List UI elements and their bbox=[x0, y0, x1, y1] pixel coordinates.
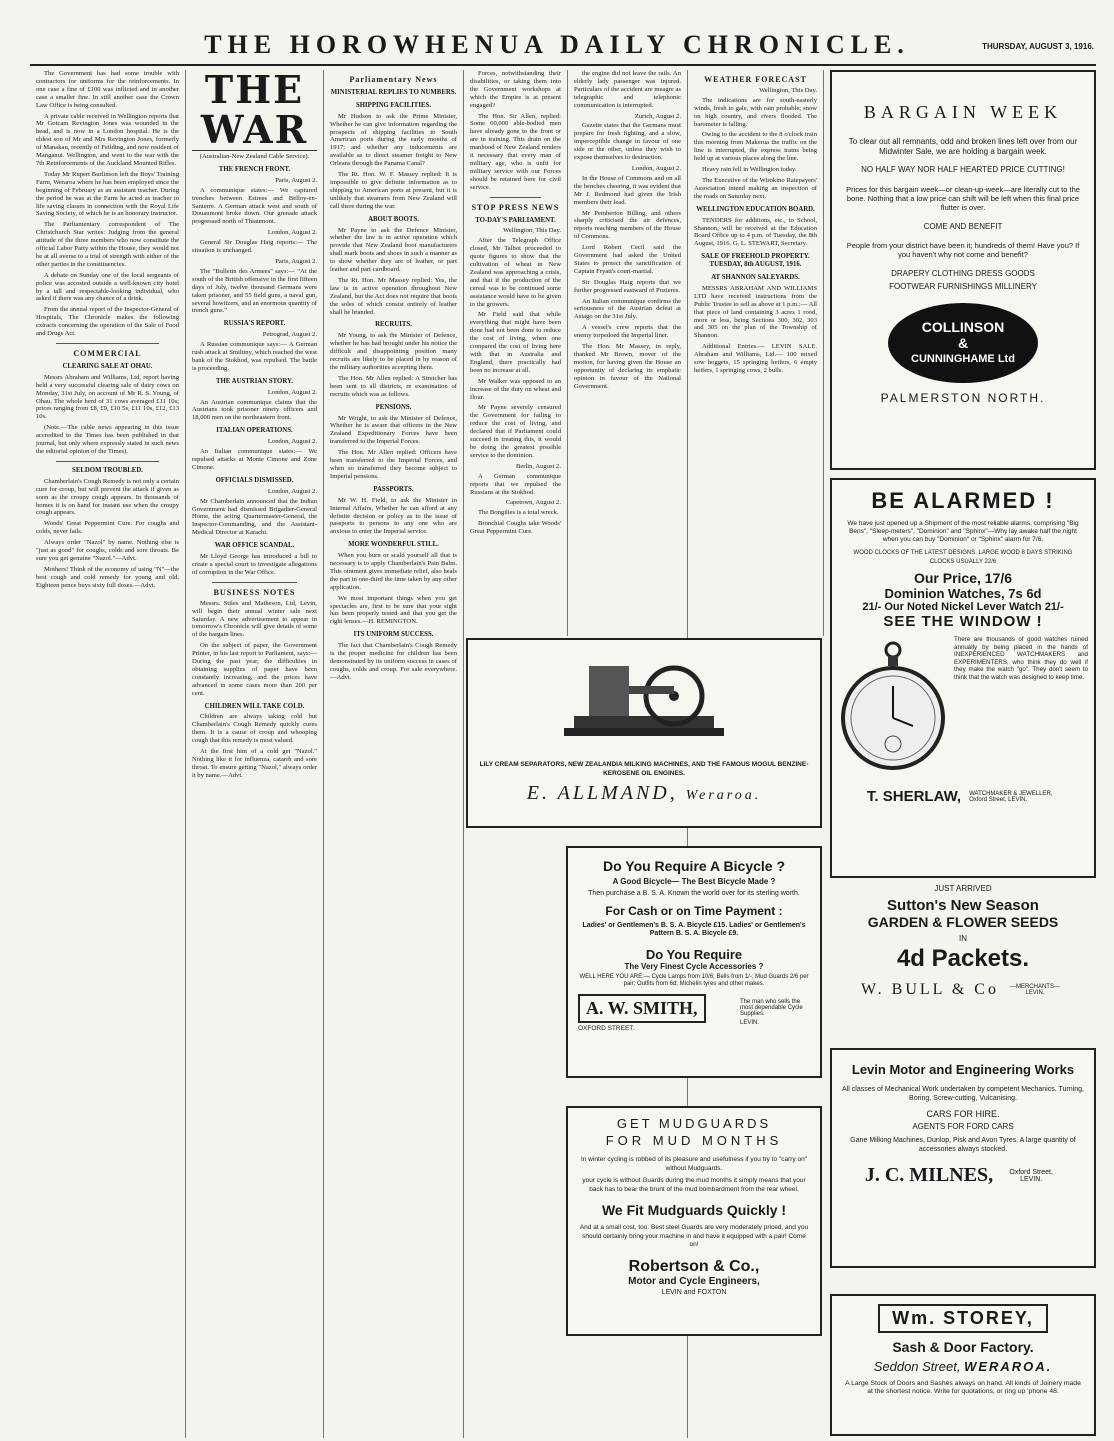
article-text: The Bongilies is a total wreck. bbox=[478, 509, 559, 517]
article-text: We most important things when you get spectacles are, first to be sure that your sight has been properly tested and that you get the right lenses.—H. REMINGTON. bbox=[330, 594, 457, 626]
mudguards-body: In winter cycling is robbed of its pleasure and usefulness if you try to "carry on" without Mudguards. bbox=[580, 1156, 808, 1172]
bicycle-title: Do You Require A Bicycle ? bbox=[602, 858, 786, 874]
motor-merchant: J. C. MILNES, bbox=[864, 1164, 994, 1186]
article-heading: THE AUSTRIAN STORY. bbox=[215, 377, 293, 385]
article-text: The Hon. Mr Allen replied: Officers have been transferred to the Imperial Forces, and when so transferred they become subject to Imperial pensions. bbox=[330, 449, 457, 480]
section-heading: Parliamentary News bbox=[349, 75, 438, 84]
bicycle-terms: For Cash or on Time Payment : bbox=[605, 903, 783, 918]
seeds-merchant: W. BULL & Co bbox=[861, 981, 999, 998]
article-text: A private cable received in Wellington reports that Mr Gotcam Revington Jones was wounded in the head, and is now in a London hospital. He is the eldest son of Mr and Mrs Revington Jones, formerly of Manakau, recently of Feilding, and now resident of Manganui. Wellington, and went to the war with the 7th Reinforcements of the Auckland Mounted Rifles. bbox=[36, 112, 179, 167]
war-headline: THE WAR bbox=[192, 70, 317, 151]
bargain-lead: To clear out all remnants, odd and broken lines left over from our Midwinter Sale, we are holding a bargain week. bbox=[848, 137, 1078, 156]
article-text: The "Bulletin des Armees" says:— "At the south of the British offensive in the first fifteen days of July, twelve thousand Germans were taken prisoner, and 55 field guns, a naval gun, several howitzers, and an enormous quantity of trench guns." bbox=[192, 267, 317, 315]
article-text: Mr Field said that while everything that might have been done had not been done to reduce the cost of living, when one compared the cost of living here with that in Australia and England, there practically had been no increase at all. bbox=[470, 311, 561, 374]
section-heading: STOP PRESS NEWS bbox=[471, 202, 560, 212]
storey-town: WERAROA. bbox=[964, 1359, 1053, 1374]
article-text: In the House of Commons and on all the benches cheering, it was evident that Mr J. Redmond had given the Irish members their lead. bbox=[574, 174, 681, 206]
bicycle-subtitle: A Good Bicycle— The Best Bicycle Made ? bbox=[612, 877, 776, 886]
article-heading: AT SHANNON SALEYARDS. bbox=[711, 274, 800, 282]
divider bbox=[212, 582, 297, 583]
dateline: Zurich, August 2. bbox=[634, 112, 681, 120]
alarm-clocks: WOOD CLOCKS OF THE LATEST DESIGNS. LARGE WOOD 8 DAYS STRIKING CLOCKS USUALLY 22/6 bbox=[853, 550, 1073, 565]
article-text: A debate on Sunday one of the local sergeants of police was accosted outside a well-known city hotel by a tall and respectable-looking individual, who asked if there was any chance of a drink. bbox=[36, 271, 179, 303]
article-text: Messrs Abraham and Williams, Ltd, report having held a very successful clearing sale of dairy cows on Monday, 31st July, on account of Mr R. S. Young, of Ohau. The whole herd of 31 cows averaged £11 10s; prices ranging from £8, £9, £10 5s, £11 10s, £12, £13 10s. bbox=[36, 373, 179, 421]
alarm-trade: WATCHMAKER & JEWELLER, Oxford Street, LEVIN. bbox=[969, 790, 1053, 803]
article-text: Owing to the accident to the 8 o'clock train this morning from Makerua the traffic on the line is interrupted, the express trains being held up at various places along the line. bbox=[694, 131, 817, 163]
article-heading: CHILDREN WILL TAKE COLD. bbox=[204, 702, 305, 710]
article-text: Mr Wright, to ask the Minister of Defence, Whether he is aware that officers in the New Zealand Expeditionary Forces have been transferred to the Imperial Forces. bbox=[330, 414, 457, 446]
article-text: Mothers! Think of the economy of using "N"—the best cough and cold remedy for young and old. Eighteen pence buys sixty full doses.—Advt. bbox=[36, 565, 179, 589]
bargain-people: People from your district have been it; hundreds of them! Have you? If you haven't why not come and benefit? bbox=[846, 240, 1080, 259]
mudguards-merchant: Robertson & Co., bbox=[628, 1257, 760, 1275]
seeds-title-1: Sutton's New Season bbox=[887, 897, 1039, 914]
storey-ad bbox=[830, 1294, 1096, 1436]
logo-line-2: & bbox=[957, 334, 969, 351]
issue-date: THURSDAY, AUGUST 3, 1916. bbox=[982, 42, 1094, 51]
bargain-town: PALMERSTON NORTH. bbox=[880, 390, 1046, 405]
motor-works-ad bbox=[830, 1048, 1096, 1268]
article-text: At the first hint of a cold get "Nazol." Nothing like it for influenza, catarrh and sore throat. To ensure getting "Nazol," always order it by name.—Advt. bbox=[192, 748, 317, 779]
alarm-body: We have just opened up a Shipment of the most reliable alarms, comprising "Big Bens", "Sleep-meters", "Dominion" and "Sphinx"—Why lay awake half the night when you can buy "Dominion" or "Sphinx" alarm for 7/6. bbox=[847, 520, 1079, 543]
article-text: MESSRS ABRAHAM AND WILLIAMS LTD have received instructions from the Public Trustee to sell as above at 1 p.m.:— All that piece of land containing 3 acres 1 rood, more or less, being Sections 300, 302, 303 and 305 on the plan of the Township of Shannon. bbox=[694, 284, 817, 340]
article-heading: ABOUT BOOTS. bbox=[368, 215, 419, 223]
bargain-line: NO HALF WAY NOR HALF HEARTED PRICE CUTTING! bbox=[861, 165, 1065, 174]
article-text: The Rt. Hon. Mr Massey replied: Yes, the law is in active operation throughout New Zealand, but the Act does not require that boots the soles of which consist entirely of leather shall be branded. bbox=[330, 276, 457, 316]
dateline: Berlin, August 2. bbox=[515, 462, 561, 470]
article-text: An Italian communique states:— We repulsed attacks at Monte Cimone and Zone Cimone. bbox=[192, 448, 317, 471]
article-text: On the subject of paper, the Government Printer, in his last report to Parliament, says:—During the past year, the difficulties in obtaining supplies of paper have been constantly increasing, and the prices have advanced in some cases more than 200 per cent. bbox=[192, 642, 317, 697]
article-heading: RECRUITS. bbox=[375, 321, 412, 329]
engine-illustration bbox=[544, 646, 744, 756]
article-heading: PASSPORTS. bbox=[373, 485, 414, 493]
column-1 bbox=[30, 70, 186, 1438]
masthead bbox=[0, 0, 1114, 66]
storey-title: Sash & Door Factory. bbox=[892, 1339, 1034, 1355]
mudguards-title-1: GET MUDGUARDS bbox=[616, 1116, 772, 1131]
article-text: Sir Douglas Haig reports that we further progressed eastward of Pozieres. bbox=[574, 278, 681, 294]
alarm-title: BE ALARMED ! bbox=[871, 488, 1055, 513]
article-heading: CLEARING SALE AT OHAU. bbox=[62, 362, 153, 370]
bicycle-ad bbox=[566, 846, 822, 1078]
article-text: Lord Robert Cecil said the Government had asked the United States to protect the sanctification of Captain Fryatt's court-martial. bbox=[574, 244, 681, 275]
bargain-week-ad bbox=[830, 70, 1096, 470]
divider bbox=[490, 197, 541, 198]
article-text: From the annual report of the Inspector-General of Hospitals, The Chronicle makes the following extracts concerning the operation of the Sale of Food and Drugs Act. bbox=[36, 306, 179, 338]
article-heading: ITS UNIFORM SUCCESS. bbox=[353, 631, 434, 639]
motor-title: Levin Motor and Engineering Works bbox=[851, 1062, 1075, 1077]
article-text: Forces, notwithstanding their disabilities, or taking them into the Government workshops at which the Empire is at present engaged? bbox=[470, 70, 561, 109]
mudguards-ad bbox=[566, 1106, 822, 1336]
storey-street: Seddon Street, bbox=[873, 1359, 961, 1374]
logo-line-1: COLLINSON bbox=[921, 318, 1005, 335]
accessories-subtitle: The Very Finest Cycle Accessories ? bbox=[624, 961, 764, 971]
separator-town: Weraroa. bbox=[685, 788, 762, 803]
collinson-logo bbox=[888, 303, 1038, 383]
motor-cars: CARS FOR HIRE. bbox=[926, 1109, 1000, 1119]
newspaper-title: THE HOROWHENUA DAILY CHRONICLE. bbox=[204, 30, 910, 59]
motor-body: All classes of Mechanical Work undertaken by competent Mechanics. Turning, Boring, Screw-cutting, Vulcanising. bbox=[842, 1086, 1084, 1102]
dateline: Paris, August 2. bbox=[275, 257, 317, 265]
article-text: After the Telegraph Office closed, Mr Talbot proceeded to quote figures to show that the cultivation of wheat in New Zealand was approaching a crisis, and that if the production of the cereal was to be continued some assistance would have to be given to the growers. bbox=[470, 237, 561, 308]
dateline: London, August 2. bbox=[267, 487, 317, 495]
section-heading: COMMERCIAL bbox=[73, 349, 142, 358]
separator-caption: LILY CREAM SEPARATORS, NEW ZEALANDIA MILKING MACHINES, AND THE FAMOUS MOGUL BENZINE-KEROSENE OIL ENGINES. bbox=[479, 761, 809, 777]
masthead-rule bbox=[30, 64, 1096, 66]
storey-body: A Large Stock of Doors and Sashes always on hand. All kinds of Joinery made at the shortest notice. Write for quotations, or ring up 'phone 48. bbox=[845, 1380, 1081, 1395]
alarm-price: Our Price, 17/6 bbox=[913, 570, 1013, 586]
article-text: A communique states:— We captured trenches between Estrees and Belloy-en-Santerre. A German attack west and south of Douaumont broke down. Our grenade attack progressed north of Thiaumont. bbox=[192, 186, 317, 226]
bicycle-prices: Ladies' or Gentlemen's B. S. A. Bicycle £15. Ladies' or Gentlemen's Pattern B. S. A. Bicycle £9. bbox=[582, 921, 806, 937]
logo-line-3: CUNNINGHAME Ltd bbox=[911, 352, 1015, 365]
article-heading: SALE OF FREEHOLD PROPERTY. TUESDAY, 8th AUGUST, 1916. bbox=[701, 253, 810, 269]
dateline: London, August 2. bbox=[631, 164, 681, 172]
seeds-title-2: GARDEN & FLOWER SEEDS bbox=[867, 914, 1059, 930]
dateline: London, August 2. bbox=[267, 229, 317, 237]
article-heading: TO-DAY'S PARLIAMENT. bbox=[475, 216, 556, 224]
dateline: Petrograd, August 2. bbox=[262, 331, 317, 339]
accessories-town: LEVIN. bbox=[740, 1020, 760, 1026]
article-text: A vessel's crew reports that the enemy torpedoed the Imperial liner. bbox=[574, 324, 681, 340]
alarm-merchant: T. SHERLAW, bbox=[866, 788, 962, 805]
article-text: General Sir Douglas Haig reports:— The situation is unchanged. bbox=[192, 239, 317, 255]
article-text: Bronchial Coughs take Woods' Great Peppermint Cure. bbox=[470, 520, 561, 536]
article-text: An Italian communique confirms the seriousness of the Austrian defeat at Asiago on the 31st July. bbox=[574, 297, 681, 321]
article-text: A Russian communique says:— A German rush attack at Smiltiny, which reached the west bank of the Stokhod, was repulsed. The battle is proceeding. bbox=[192, 341, 317, 372]
bargain-body: Prices for this bargain week—or clean-up-week—are literally cut to the bone. Nothing that a low price can shift will be left when this final price flutter is over. bbox=[846, 184, 1080, 212]
article-text: An Austrian communique claims that the Austrians took prisoner ninety officers and 18,000 men on the northeastern front. bbox=[192, 398, 317, 422]
ads-column bbox=[826, 70, 1100, 1438]
accessories-street: OXFORD STREET. bbox=[578, 1024, 635, 1032]
seeds-packets: 4d Packets. bbox=[896, 945, 1030, 972]
article-text: Mr Chamberlain announced that the Indian Government had dismissed Brigadier-General Home, the acting Quartermaster-General, the Inspector-Commanding, and the Assistant-Medical Director at Karachi. bbox=[192, 497, 317, 537]
article-text: the engine did not leave the rails. An elderly lady passenger was injured. Particulars of the accident are meagre as telegraphic and telephonic communication is interrupted. bbox=[574, 70, 681, 109]
alarm-dominion: Dominion Watches, 7s 6d bbox=[884, 586, 1042, 601]
article-text: TENDERS for additions, etc., to School, Shannon, will be received at the Education Board Office up to 4 p.m. of Tuesday, the 8th August, 1916. G. L. STEWART, Secretary. bbox=[694, 216, 817, 248]
article-text: When you burn or scald yourself all that is necessary is to apply Chamberlain's Pain Balm. This ointment gives immediate relief, also heals the part in one-third the time taken by any other application. bbox=[330, 552, 457, 591]
article-text: Today Mr Rupert Burlinson left the Boys' Training Farm, Weraroa where he has been employed since the beginning of February as an assistant teacher. During the period he was at the Farm he acted as teacher to life saving classes in connection with the Royal Life Saving Society, of which he is an honorary instructor. bbox=[36, 170, 179, 218]
article-text: The Parliamentary correspondent of The Christchurch Star writes: Judging from the general attitude of the three members who now constitute the official Labor Party within the House, they would not be at all averse to a trial of strength with either of the other parties in the constituencies. bbox=[36, 221, 179, 268]
accessories-note: The man who sells the most dependable Cycle Supplies. bbox=[740, 999, 803, 1017]
dateline: London, August 2. bbox=[267, 388, 317, 396]
article-heading: WAR OFFICE SCANDAL. bbox=[214, 542, 295, 550]
bargain-goods-2: FOOTWEAR FURNISHINGS MILLINERY bbox=[889, 281, 1037, 291]
alarm-text: There are thousands of good watches ruined annually by being placed in the hands of INEXPERIENCED WATCHMAKERS and EXPERIMENTERS, who think they do well if they make the watch "go". They don't seem to think that the watch was designed to keep time. bbox=[954, 636, 1088, 681]
article-heading: WELLINGTON EDUCATION BOARD. bbox=[696, 205, 815, 213]
dateline: Wellington, This Day. bbox=[503, 227, 561, 235]
mudguards-title-2: FOR MUD MONTHS bbox=[605, 1133, 783, 1148]
mudguards-headline: We Fit Mudguards Quickly ! bbox=[601, 1202, 787, 1218]
article-text: Woods' Great Peppermint Cure. For coughs and colds, never fails. bbox=[36, 520, 179, 536]
separator-merchant: E. ALLMAND, bbox=[526, 782, 678, 804]
article-text: Mr Payne to ask the Defence Minister, whether the law is in active operation which provide that New Zealand boot manufacturers shall mark boots and shoes in such a manner as to show whether they are of leather, or part leather and part cardboard. bbox=[330, 226, 457, 274]
divider bbox=[56, 343, 159, 344]
mudguards-towns: LEVIN and FOXTON bbox=[661, 1288, 727, 1296]
motor-street: Oxford Street, LEVIN. bbox=[1009, 1168, 1053, 1183]
dateline: Wellington, This Day. bbox=[759, 86, 817, 94]
mudguards-body-2: your cycle is without Guards during the mud months it simply means that your back has to bear the brunt of the mud bombardment from the rear wheel. bbox=[582, 1177, 806, 1193]
pocket-watch-icon bbox=[838, 636, 948, 786]
alarm-ad bbox=[830, 478, 1096, 878]
article-text: The Rt. Hon. W. F. Massey replied: It is impossible to give definite information as to shipping to American ports at present, but it is unlikely that steamers from New Zealand will call there during the war. bbox=[330, 171, 457, 210]
cable-credit: (Australian-New Zealand Cable Service). bbox=[199, 153, 310, 160]
article-text: The Executive of the Wirokino Ratepayers' Association intend making an inspection of the roads on Saturday next. bbox=[694, 176, 817, 200]
article-text: Always order "Nazol" by name. Nothing else is "just as good" for coughs, colds and sore throats. Be sure you get genuine "Nazol."—Advt. bbox=[36, 539, 179, 562]
article-heading: MINISTERIAL REPLIES TO NUMBERS. bbox=[330, 88, 457, 96]
article-text: The indications are for south-easterly winds, fresh to gale, with rain probable; snow on high country, and rivers flooded. The barometer is falling. bbox=[694, 96, 817, 128]
section-heading: BUSINESS NOTES bbox=[213, 587, 296, 597]
article-heading: OFFICIALS DISMISSED. bbox=[215, 476, 294, 484]
mudguards-trade: Motor and Cycle Engineers, bbox=[628, 1275, 760, 1287]
article-text: The Hon. Mr Massey, in reply, thanked Mr Brown, mover of the motion, for having given the House an opportunity of declaring its emphatic opinion in favour of the National Government. bbox=[574, 343, 681, 390]
article-text: A German communique reports that we repulsed the Russians at the Stokhod. bbox=[470, 472, 561, 496]
alarm-lever: 21/- Our Noted Nickel Lever Watch 21/- bbox=[862, 601, 1064, 613]
article-heading: THE FRENCH FRONT. bbox=[218, 165, 291, 173]
bargain-come: COME AND BENEFIT bbox=[923, 221, 1003, 231]
article-heading: RUSSIA'S REPORT. bbox=[223, 320, 286, 328]
article-text: Mr Young, to ask the Minister of Defence, whether he has had brought under his notice the difficult and disappointing position many recruits are likely to be placed in by reason of the military authorities accepting them. bbox=[330, 332, 457, 371]
article-text: Additional Entries.— LEVIN SALE. Abraham and Williams, Ltd.— 100 mixed sow hoggets, 15 springing heifers, 6 empty heifers, 1 springing cows, 2 bulls. bbox=[694, 343, 817, 374]
article-text: Messrs. Stiles and Matheson, Ltd, Levin, will begin their annual winter sale next Saturday. A new advertisement to appear in tomorrow's Chronicle will give details of some of the bargain lines. bbox=[192, 599, 317, 639]
article-text: Mr Payne severely censured the Government for failing to reduce the cost of living, and declared that if Parliament could succeed in treating this, it would be doing the greatest possible service to the dominion. bbox=[470, 404, 561, 459]
accessories-merchant: A. W. SMITH, bbox=[578, 994, 706, 1023]
divider bbox=[56, 461, 159, 462]
seeds-in: IN bbox=[959, 934, 967, 943]
column-2 bbox=[186, 70, 324, 1438]
motor-parts: Gane Milking Machines, Dunlop, Pisk and Avon Tyres. A large quantity of accessories always stocked. bbox=[850, 1137, 1076, 1153]
alarm-see: SEE THE WINDOW ! bbox=[883, 613, 1043, 630]
seeds-trade: —MERCHANTS— LEVIN. bbox=[1009, 984, 1060, 996]
article-text: Mr W. H. Field, to ask the Minister in Internal Affairs, Whether he can afford at any definite decision or policy as to the issue of passports to persons to any one who are anxious to enter the Imperial service. bbox=[330, 496, 457, 536]
motor-agents: AGENTS FOR FORD CARS bbox=[912, 1122, 1014, 1131]
separator-ad bbox=[466, 638, 822, 828]
article-text: Children are always taking cold but Chamberlain's Cough Remedy quickly cures them. It is a cause of croup and whooping cough that this remedy is most valued. bbox=[192, 713, 317, 745]
dateline: Paris, August 2. bbox=[275, 176, 317, 184]
storey-name: Wm. STOREY, bbox=[878, 1304, 1048, 1333]
article-text: Gazette states that the Germans must prepare for fresh fighting, and a slow, imperceptible change in favour of one side or the other, unless they wish to expose themselves to destruction. bbox=[574, 122, 681, 162]
column-3 bbox=[324, 70, 464, 1438]
article-text: (Note.—The cable news appearing in this issue accredited to the Times has been published in that journal, but only where expressly stated in such news the editorial opinion of the Times). bbox=[36, 424, 179, 455]
accessories-title: Do You Require bbox=[645, 946, 743, 962]
article-heading: MORE WONDERFUL STILL. bbox=[348, 541, 439, 549]
article-heading: SHIPPING FACILITIES. bbox=[355, 101, 432, 109]
article-text: Mr Walker was opposed to an increase of the duty on wheat and flour. bbox=[470, 377, 561, 401]
dateline: London, August 2. bbox=[267, 438, 317, 446]
article-text: Chamberlain's Cough Remedy is not only a certain cure for croup, but will prevent the attack if given as soon as the croupy cough appears. In thousands of homes it is on hand for instant use when the croupy cough appears. bbox=[36, 477, 179, 517]
article-text: Mr Hudson to ask the Prime Minister, Whether he can give information regarding the prospects of shipping facilities to South American ports during the early months of 1917; and whether any inducements are available as to direct steamer freight to New Orleans through the Panama Canal? bbox=[330, 112, 457, 168]
article-text: Heavy rain fell in Wellington today. bbox=[702, 166, 797, 174]
article-text: Mr Lloyd George has introduced a bill to create a special court to investigate allegations of corruption in the War Office. bbox=[192, 553, 317, 576]
article-heading: ITALIAN OPERATIONS. bbox=[216, 427, 293, 435]
bargain-title: BARGAIN WEEK bbox=[863, 102, 1063, 122]
bicycle-body: Then purchase a B. S. A. Known the world over for its sterling worth. bbox=[588, 890, 800, 897]
accessories-body: WELL HERE YOU ARE:— Cycle Lamps from 10/6; Bells from 1/-; Mud Guards 2/6 per pair; Outfits from 6d; Michelin tyres and other makes. bbox=[579, 973, 809, 987]
article-text: The fact that Chamberlain's Cough Remedy is the proper medicine for children has been demonstrated by its uniform success in cases of coughs, colds and croup. For sale everywhere.—Advt. bbox=[330, 642, 457, 681]
article-text: The Government has had some trouble with contractors for uniforms for the reinforcements. In one case a fine of £100 was inflicted and in another case a smaller fine. In still another case the Crown Law Office is being consulted. bbox=[36, 70, 179, 109]
article-heading: PENSIONS. bbox=[375, 403, 412, 411]
column-6 bbox=[688, 70, 824, 636]
dateline: Capetown, August 2. bbox=[505, 499, 561, 507]
seeds-ad bbox=[830, 884, 1096, 1044]
section-heading: WEATHER FORECAST bbox=[704, 75, 807, 84]
seeds-just: JUST ARRIVED bbox=[934, 884, 992, 893]
column-4 bbox=[464, 70, 568, 636]
mudguards-body-3: And at a small cost, too. Best steel Guards are very moderately priced, and you should certainly bring your machine in and have it equipped with a pair! Come on! bbox=[579, 1224, 809, 1248]
article-heading: SELDOM TROUBLED. bbox=[72, 466, 143, 474]
article-text: Mr Pemberton Billing, and others sharply criticised the air defences, reports reaching members of the House of Commons. bbox=[574, 209, 681, 241]
article-text: The Hon. Sir Allen, replied: Some 60,000 able-bodied men have already gone to the front or are in training. This drain on the manhood of New Zealand renders it necessary that every man of military age, who is unfit for military service with our Forces should be retained here for civil service. bbox=[470, 112, 561, 191]
bargain-goods-1: DRAPERY CLOTHING DRESS GOODS bbox=[891, 268, 1035, 278]
article-text: The Hon. Mr Allen replied: A Stretcher has been sent to all districts, re examination of recruits which was as follows. bbox=[330, 374, 457, 398]
